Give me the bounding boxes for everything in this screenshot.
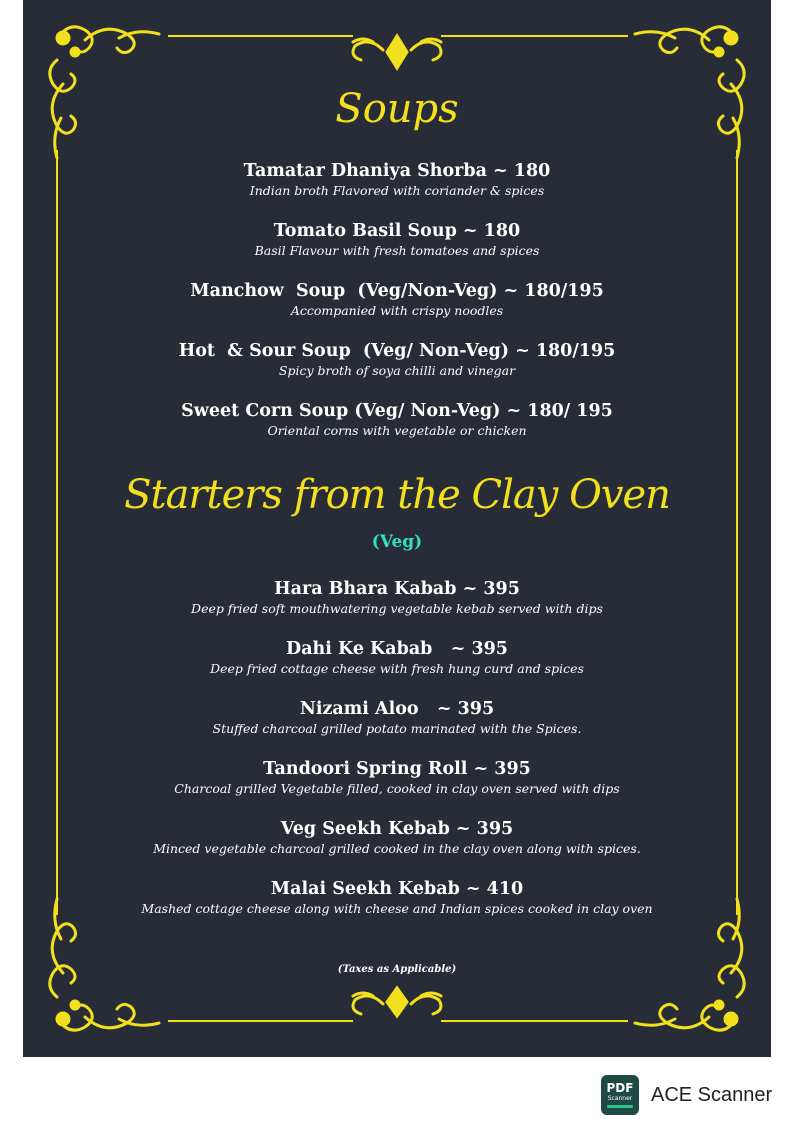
menu-item-description: Stuffed charcoal grilled potato marinated with the Spices. (212, 721, 582, 736)
menu-item (23, 220, 771, 260)
menu-item-description: Spicy broth of soya chilli and vinegar (278, 363, 516, 378)
menu-item-description: Accompanied with crispy noodles (290, 303, 504, 318)
menu-item-name: Sweet Corn Soup (Veg/ Non-Veg) ~ 180/ 195 (181, 401, 613, 421)
menu-item (23, 280, 771, 320)
menu-item-description: Deep fried soft mouthwatering vegetable kebab served with dips (191, 601, 603, 616)
menu-item-name: Hara Bhara Kabab ~ 395 (274, 579, 520, 599)
menu-item-name: Tamatar Dhaniya Shorba ~ 180 (243, 161, 551, 181)
menu-item-name: Malai Seekh Kebab ~ 410 (270, 879, 524, 899)
starters-heading: Starters from the Clay Oven (124, 472, 670, 518)
menu-item-description: Charcoal grilled Vegetable filled, cooked in clay oven served with dips (174, 781, 620, 796)
menu-item (23, 758, 771, 798)
menu-item (23, 638, 771, 678)
menu-item (23, 340, 771, 380)
logo-subtext: Scanner (607, 1095, 633, 1102)
menu-item (23, 400, 771, 440)
menu-item-name: Tomato Basil Soup ~ 180 (273, 221, 521, 241)
menu-item-description: Oriental corns with vegetable or chicken (267, 423, 527, 438)
scanner-watermark (601, 1075, 772, 1115)
pdf-scanner-logo-icon (601, 1075, 639, 1115)
veg-label: (Veg) (371, 532, 423, 552)
menu-item (23, 698, 771, 738)
menu-item-description: Mashed cottage cheese along with cheese and Indian spices cooked in clay oven (141, 901, 653, 916)
soups-heading: Soups (335, 86, 459, 132)
menu-item (23, 578, 771, 618)
menu-item-description: Minced vegetable charcoal grilled cooked in the clay oven along with spices. (153, 841, 641, 856)
menu-page (23, 0, 771, 1057)
taxes-note: (Taxes as Applicable) (337, 964, 457, 975)
menu-item-name: Veg Seekh Kebab ~ 395 (280, 819, 514, 839)
menu-item-name: Nizami Aloo ~ 395 (299, 699, 495, 719)
menu-item-description: Deep fried cottage cheese with fresh hung curd and spices (210, 661, 584, 676)
menu-item (23, 818, 771, 858)
menu-item-name: Manchow Soup (Veg/Non-Veg) ~ 180/195 (190, 281, 604, 301)
menu-item-name: Hot & Sour Soup (Veg/ Non-Veg) ~ 180/195 (178, 341, 616, 361)
menu-item-description: Indian broth Flavored with coriander & spices (249, 183, 545, 198)
menu-item (23, 878, 771, 918)
menu-item-name: Dahi Ke Kabab ~ 395 (286, 639, 508, 659)
menu-item (23, 160, 771, 200)
menu-item-name: Tandoori Spring Roll ~ 395 (263, 759, 531, 779)
bottom-center-ornament-icon (353, 988, 441, 1016)
top-center-ornament-icon (353, 36, 441, 68)
app-name: ACE Scanner (651, 1083, 773, 1106)
logo-text: PDF (606, 1081, 634, 1095)
menu-item-description: Basil Flavour with fresh tomatoes and spices (254, 243, 540, 258)
